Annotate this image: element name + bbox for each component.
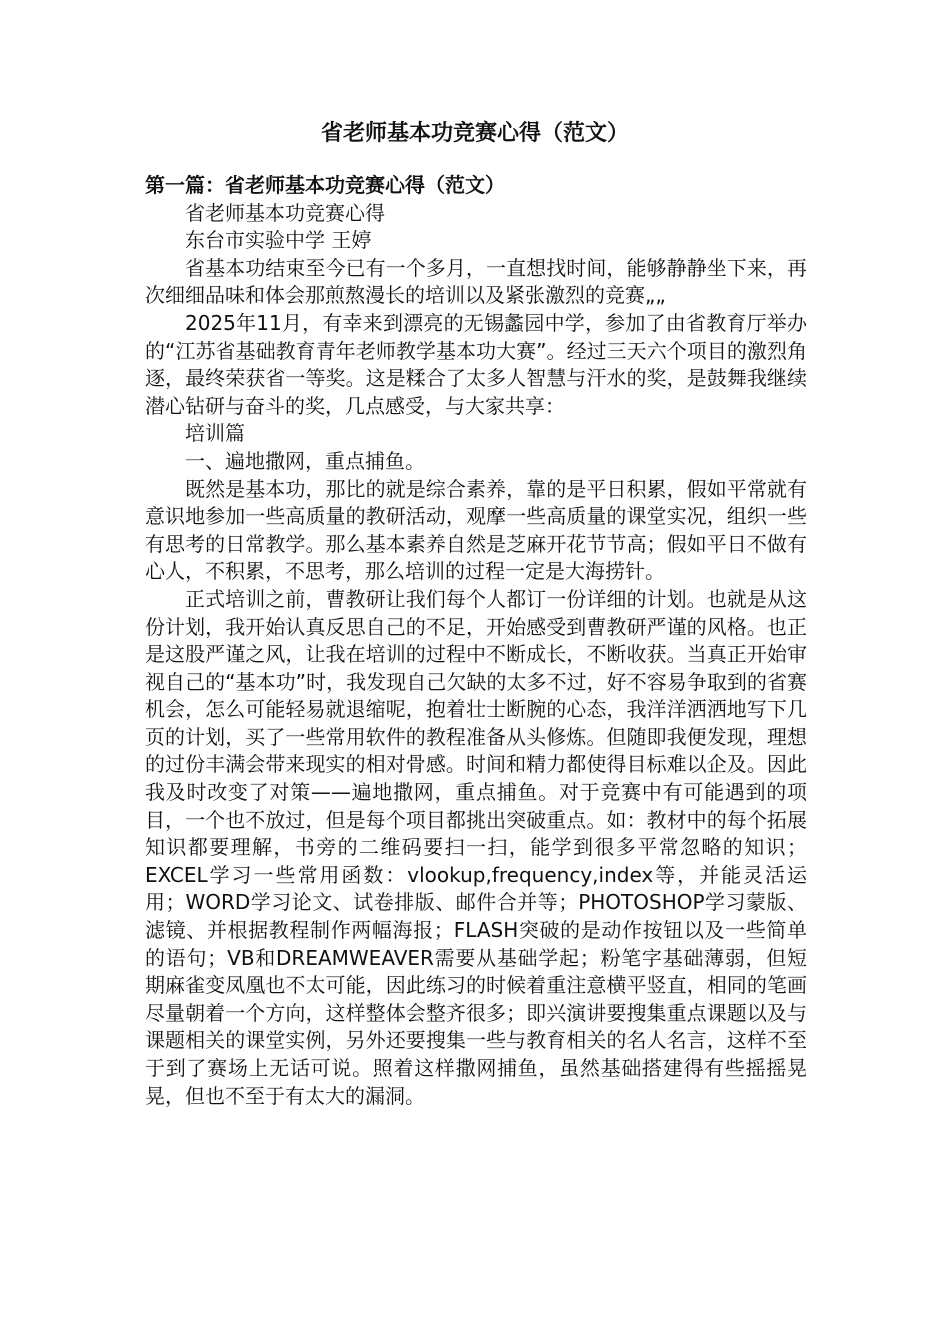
paragraph-training-plan: 正式培训之前，曹教研让我们每个人都订一份详细的计划。也就是从这份计划，我开始认真反思自己的不足，开始感受到曹教研严谨的风格。也正是这股严谨之风，让我在培训的过程中不断成长，不断收获。当真正开始审视自己的“基本功”时，我发现自己欠缺的太多不过，好不容易争取到的省赛机会，怎么可能轻易就退缩呢，抱着壮士断腕的心态，我洋洋洒洒地写下几页的计划，买了一些常用软件的教程准备从头修炼。但随即我便发现，理想的过份丰满会带来现实的相对骨感。时间和精力都使得目标难以企及。因此我及时改变了对策——遍地撒网，重点捕鱼。对于竞赛中有可能遇到的项目，一个也不放过，但是每个项目都挑出突破重点。如：教材中的每个拓展知识都要理解，书旁的二维码要扫一扫，能学到很多平常忽略的知识；EXCEL学习一些常用函数：vlookup,frequency,index等，并能灵活运用；WORD学习论文、试卷排版、邮件合并等；PHOTOSHOP学习蒙版、滤镜、并根据教程制作两幅海报；FLASH突破的是动作按钮以及一些简单的语句；VB和DREAMWEAVER需要从基础学起；粉笔字基础薄弱，但短期麻雀变凤凰也不太可能，因此练习的时候着重注意横平竖直，相同的笔画尽量朝着一个方向，这样整体会整齐很多；即兴演讲要搜集重点课题以及与课题相关的课堂实例，另外还要搜集一些与教育相关的名人名言，这样不至于到了赛场上无话可说。照着这样撒网捕鱼，虽然基础搭建得有些摇摇晃晃，但也不至于有太大的漏洞。 (145, 586, 807, 1108)
section-heading: 第一篇：省老师基本功竞赛心得（范文） (145, 173, 505, 197)
document-title: 省老师基本功竞赛心得（范文） (320, 121, 629, 146)
paragraph-event: 2025年11月，有幸来到漂亮的无锡蠡园中学，参加了由省教育厅举办的“江苏省基础教育青年老师教学基本功大赛”。经过三天六个项目的激烈角逐，最终荣获省一等奖。这是糅合了太多人智慧与汗水的奖，是鼓舞我继续潜心钻研与奋斗的奖，几点感受，与大家共享： (145, 310, 807, 418)
paragraph-point-one-heading: 一、遍地撒网，重点捕鱼。 (185, 448, 425, 473)
document-body (145, 172, 807, 1110)
paragraph-subtitle: 省老师基本功竞赛心得 (185, 200, 385, 225)
paragraph-training-heading: 培训篇 (185, 421, 245, 446)
paragraph-author: 东台市实验中学 王婷 (185, 228, 372, 253)
paragraph-intro: 省基本功结束至今已有一个多月，一直想找时间，能够静静坐下来，再次细细品味和体会那煎熬漫长的培训以及紧张激烈的竞赛„„ (145, 255, 807, 308)
paragraph-basic-skills: 既然是基本功，那比的就是综合素养，靠的是平日积累，假如平常就有意识地参加一些高质量的教研活动，观摩一些高质量的课堂实况，组织一些有思考的日常教学。那么基本素养自然是芝麻开花节节高；假如平日不做有心人，不积累，不思考，那么培训的过程一定是大海捞针。 (145, 476, 807, 584)
